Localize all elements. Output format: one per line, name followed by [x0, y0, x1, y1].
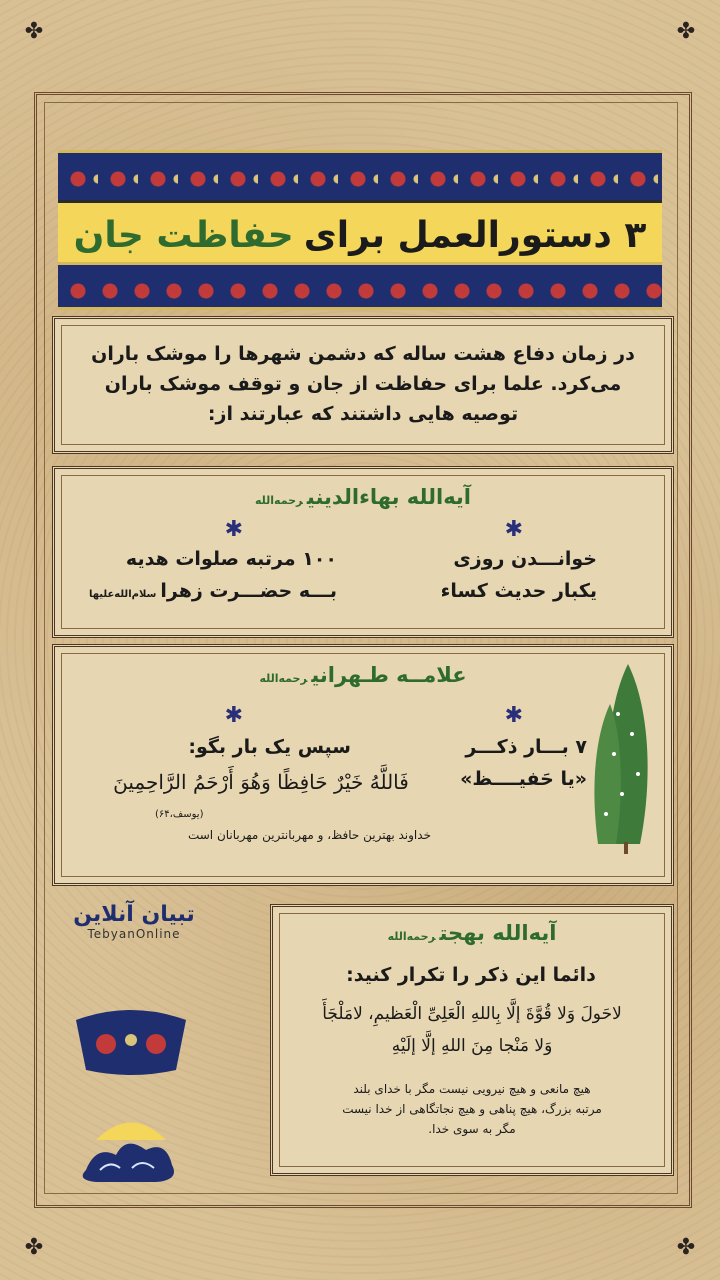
verse-reference: (یوسف،۶۴)	[155, 809, 204, 820]
dhikr-line-1: لاحَولَ وَلا قُوَّةَ إلَّا بِاللهِ الْعَلِیِّ الْعَظیمِ، لامَلْجَأَ	[322, 1004, 622, 1024]
honorific: رحمه‌الله	[254, 494, 303, 507]
corner-ornament-bottom-left: ✤	[24, 1235, 44, 1260]
corner-ornament-bottom-right: ✤	[676, 1235, 696, 1260]
logo-text-en: TebyanOnline	[87, 927, 181, 941]
section-title-text: علامــه طـهرانی	[311, 663, 467, 687]
item-line: یکبار حدیث کساء	[440, 580, 597, 602]
corner-ornament-top-right: ✤	[676, 19, 696, 44]
star-icon: ✱	[224, 517, 243, 542]
section-title	[273, 921, 671, 945]
translation-line: مگر به سوی خدا.	[428, 1122, 516, 1136]
section-bahaeddini	[52, 466, 674, 638]
section-title-text: آیه‌الله بهجت	[439, 921, 557, 945]
page-title: ۳ دستورالعمل برای	[303, 214, 647, 256]
item-line: ۷ بـــار ذکـــر	[465, 736, 587, 758]
honorific: رحمه‌الله	[259, 672, 308, 685]
honorific: رحمه‌الله	[387, 930, 436, 943]
item-right	[407, 543, 597, 607]
section-title	[55, 485, 671, 509]
instruction-text: دائما این ذکر را تکرار کنید:	[346, 964, 596, 986]
translation-line: مرتبه بزرگ، هیچ پناهی و هیچ نجاتگاهی از خدا نیست	[342, 1102, 602, 1116]
section-tehrani	[52, 644, 674, 886]
tebyan-logo	[64, 902, 204, 1014]
item-line: خوانـــدن روزی	[453, 548, 597, 570]
item-right	[407, 731, 587, 795]
dhikr-translation	[293, 1079, 651, 1139]
cypress-tree-illustration	[588, 664, 668, 854]
star-icon: ✱	[504, 703, 523, 728]
item-left-heading: سپس یک بار بگو:	[188, 736, 351, 758]
dhikr-line-2: وَلا مَنْجا مِنَ اللهِ إلَّا إلَیْهِ	[391, 1036, 553, 1056]
star-icon: ✱	[224, 703, 243, 728]
item-line: «یا حَفیــــظ»	[460, 768, 587, 790]
quran-verse: فَاللَّهُ خَيْرٌ حَافِظًا وَهُوَ أَرْحَمُ الرَّاحِمِينَ	[113, 770, 409, 794]
honorific: سلام‌الله‌علیها	[88, 589, 157, 600]
intro-text: در زمان دفاع هشت ساله که دشمن شهرها را موشک باران می‌کرد. علما برای حفاظت از جان و توقف موشک باران توصیه هایی داشتند که عبارتند از:	[91, 343, 635, 425]
logo-text-fa: تبیان آنلاین	[73, 902, 195, 927]
section-title-text: آیه‌الله بهاءالدینی	[306, 485, 472, 509]
star-icon: ✱	[504, 517, 523, 542]
title-band	[58, 200, 662, 270]
corner-ornament-top-left: ✤	[24, 19, 44, 44]
section-bahjat	[270, 904, 674, 1176]
translation-line: هیچ مانعی و هیچ نیرویی نیست مگر با خدای بلند	[353, 1082, 591, 1096]
page-title-highlight: حفاظت جان	[73, 214, 294, 256]
tile-ornament	[66, 1010, 196, 1080]
section-title	[55, 663, 671, 687]
header-tile-band-bottom	[58, 262, 662, 310]
verse-translation: خداوند بهترین حافظ، و مهربانترین مهربانان است	[187, 828, 431, 842]
item-left	[87, 543, 337, 611]
cloud-ornament	[76, 1110, 186, 1190]
item-line: بـــه حضـــرت زهراسلام‌الله‌علیها	[88, 580, 337, 602]
item-line: ۱۰۰ مرتبه صلوات هدیه	[125, 548, 337, 570]
intro-card	[52, 316, 674, 454]
